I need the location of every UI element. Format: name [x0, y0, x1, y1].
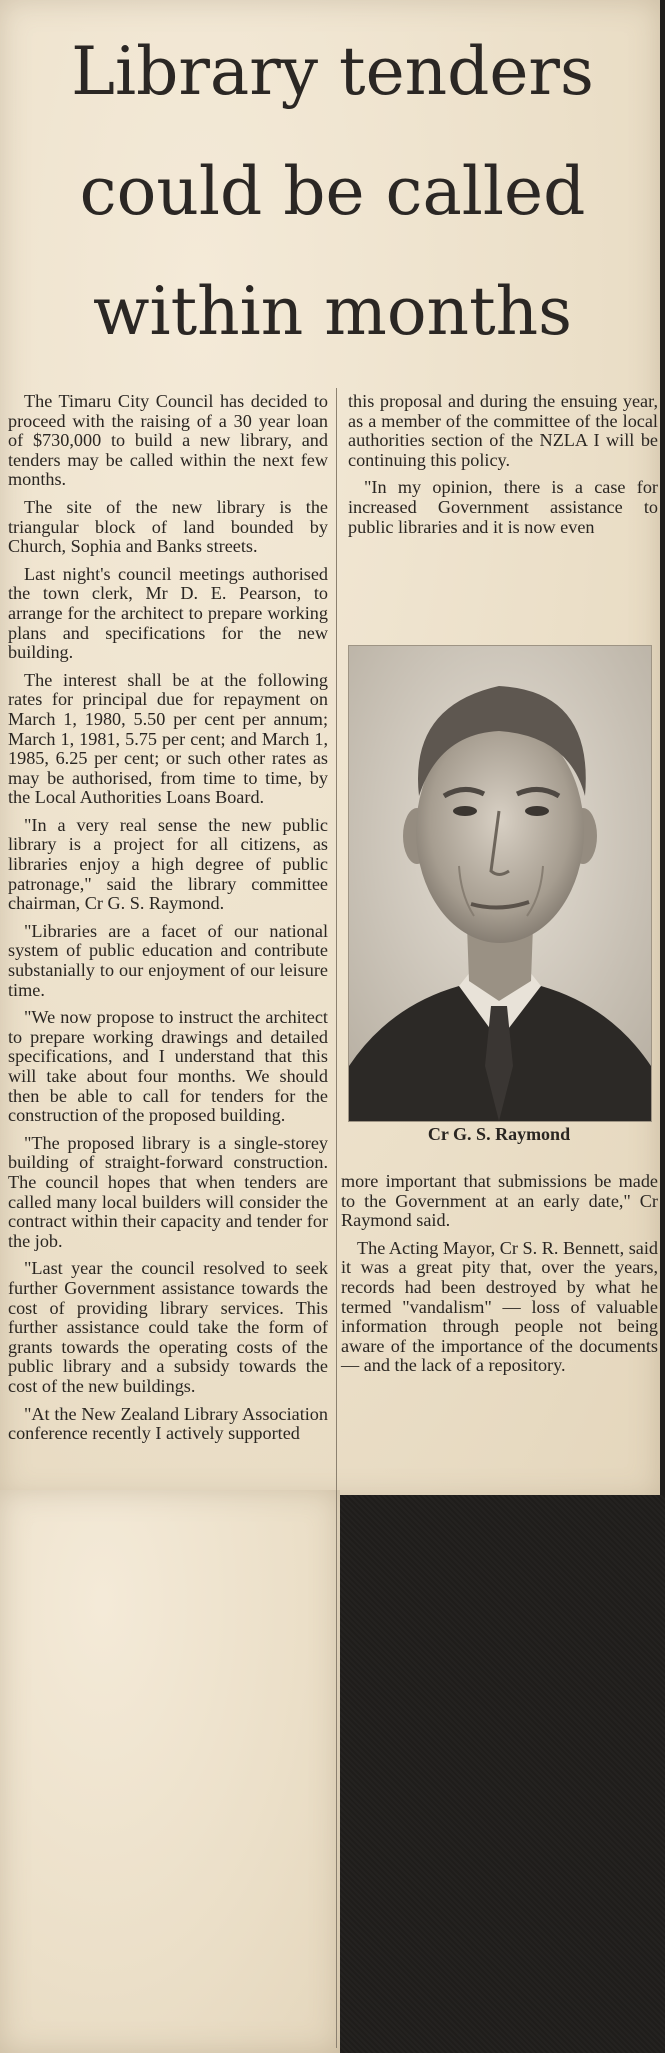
paragraph: "In a very real sense the new public library is a project for all citizens, as libraries enjoy a high degree of public patronage," said the library committee chairman, Cr G. S. Raymond.	[8, 814, 328, 914]
headline-line-2: could be called	[79, 153, 586, 230]
paragraph: "The proposed library is a single-storey building of straight-forward construction. The council hopes that when tenders are called many local builders will consider the contract within their capacity and tender for the job.	[8, 1132, 328, 1251]
article-column-right-lower	[341, 1172, 658, 1384]
background-surface	[340, 1495, 665, 2053]
portrait-illustration	[349, 646, 651, 1121]
paragraph: this proposal and during the ensuing year, as a member of the committee of the local authorities section of the NZLA I will be continuing this policy.	[348, 391, 658, 470]
paragraph: "Libraries are a facet of our national system of public education and contribute substanially to our enjoyment of our leisure time.	[8, 920, 328, 1000]
portrait-photo	[348, 645, 652, 1122]
paragraph: more important that submissions be made to the Government at an early date," Cr Raymond said.	[341, 1171, 658, 1231]
paragraph: The Acting Mayor, Cr S. R. Bennett, said it was a great pity that, over the years, records had been destroyed by what he termed "vandalism" — loss of valuable information through people not being aware of the importance of the documents — and the lack of a repository.	[341, 1237, 658, 1376]
photo-caption: Cr G. S. Raymond	[427, 1124, 571, 1144]
article-column-left	[8, 392, 328, 1452]
clipping-paper-lower-left	[0, 1490, 340, 2053]
paragraph: The site of the new library is the triangular block of land bounded by Church, Sophia and Banks streets.	[8, 496, 328, 557]
column-divider	[336, 388, 337, 2048]
paragraph: "Last year the council resolved to seek further Government assistance towards the cost of providing library services. This further assistance could take the form of grants towards the operating costs of the public library and a subsidy towards the cost of the new buildings.	[8, 1258, 328, 1396]
paragraph: "We now propose to instruct the architect to prepare working drawings and detailed specifications, and I understand that this will take about four months. We should then be able to call for tenders for the construction of the proposed building.	[8, 1007, 328, 1126]
paragraph: The Timaru City Council has decided to proceed with the raising of a 30 year loan of $730,000 to build a new library, and tenders may be called within the next few months.	[8, 391, 328, 490]
headline-line-1: Library tenders	[71, 33, 594, 110]
headline-line-3: within months	[93, 273, 572, 350]
article-column-right-upper	[348, 392, 658, 545]
paragraph: "In my opinion, there is a case for increased Government assistance to public libraries and it is now even	[348, 477, 658, 537]
paragraph: "At the New Zealand Library Association conference recently I actively supported	[8, 1403, 328, 1444]
headline	[20, 12, 645, 372]
paragraph: The interest shall be at the following rates for principal due for repayment on March 1, 1980, 5.50 per cent per annum; March 1, 1981, 5.75 per cent; and March 1, 1985, 6.25 per cent; or such other rates as may be authorised, from time to time, by the Local Authorities Loans Board.	[8, 669, 328, 808]
paragraph: Last night's council meetings authorised the town clerk, Mr D. E. Pearson, to arrange for the architect to prepare working plans and specifications for the new building.	[8, 563, 328, 663]
